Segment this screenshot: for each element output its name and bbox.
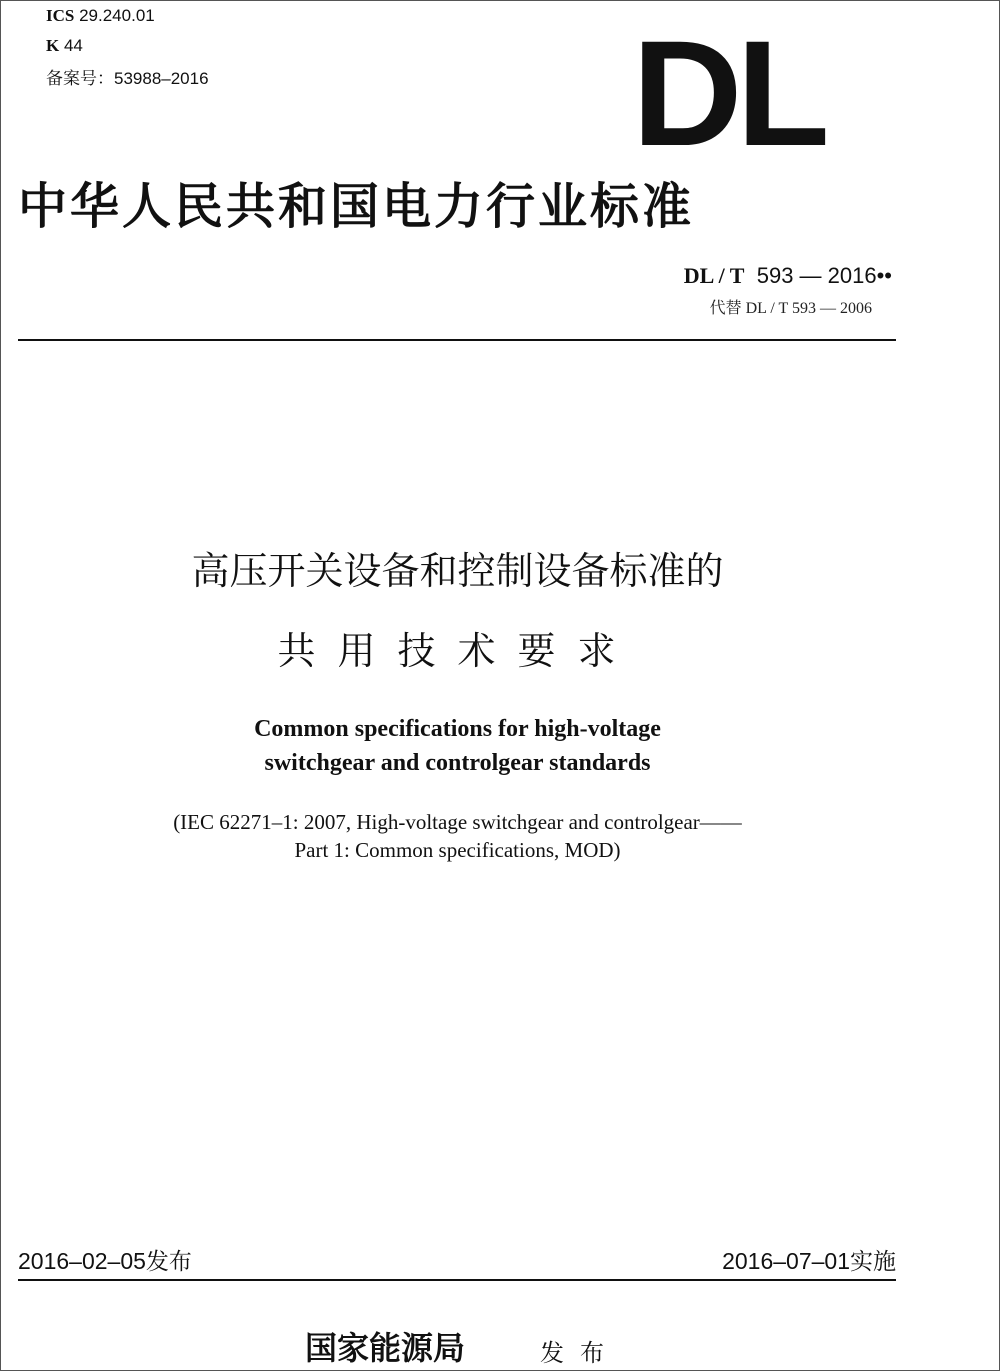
publish-verb: 发布 <box>540 1339 620 1367</box>
ics-value: 29.240.01 <box>79 6 155 25</box>
publisher-name: 国家能源局 <box>305 1329 466 1367</box>
title-en-line2: switchgear and controlgear standards <box>264 750 651 776</box>
ics-code <box>46 6 155 26</box>
ics-label: ICS <box>46 6 75 25</box>
replaces-standard: 代替 DL / T 593 — 2006 <box>709 300 872 317</box>
iec-reference-line2: Part 1: Common specifications, MOD) <box>294 838 621 862</box>
standard-code-prefix: DL / T <box>683 263 745 288</box>
top-divider <box>18 339 896 341</box>
standard-header: 中华人民共和国电力行业标准 <box>18 178 695 235</box>
effective-date: 2016–07–01实施 <box>722 1248 896 1274</box>
iec-reference-line1: (IEC 62271–1: 2007, High-voltage switchgear and controlgear—— <box>173 810 742 834</box>
issue-date: 2016–02–05发布 <box>18 1248 192 1274</box>
dl-logo: DL <box>632 9 824 177</box>
k-value: 44 <box>63 36 83 55</box>
bottom-divider <box>18 1279 896 1281</box>
standard-code-number: 593 — 2016•• <box>756 263 892 288</box>
k-code <box>46 36 83 56</box>
k-label: K <box>46 36 60 55</box>
title-en-line1: Common specifications for high-voltage <box>254 716 661 742</box>
title-cn-line2: 共用技术要求 <box>277 629 638 673</box>
standard-code <box>684 263 892 289</box>
filing-number: 备案号：53988–2016 <box>46 69 209 88</box>
title-cn-line1: 高压开关设备和控制设备标准的 <box>191 549 724 593</box>
